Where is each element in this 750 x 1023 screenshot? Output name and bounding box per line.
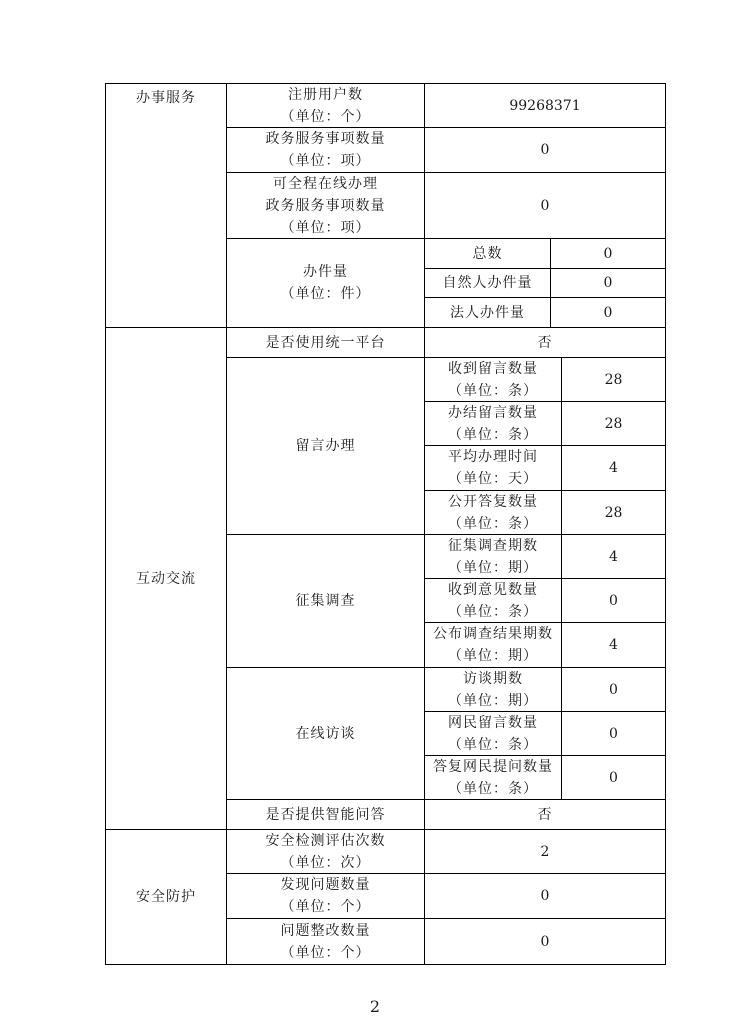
interview-periods-value: 0: [609, 681, 618, 698]
interview-messages-label: 网民留言数量 （单位：条）: [448, 714, 538, 753]
cases-legal-value: 0: [603, 304, 613, 321]
interview-messages-value: 0: [609, 725, 618, 742]
row-online-items-value: 0: [540, 197, 550, 214]
section-service-label: 办事服务: [136, 90, 196, 106]
section-interaction: [106, 328, 226, 829]
section-security: [106, 830, 226, 964]
messages-resolved-label: 办结留言数量 （单位：条）: [448, 404, 538, 443]
section-interaction-label: 互动交流: [136, 570, 196, 587]
interview-answers-label: 答复网民提问数量 （单位：条）: [433, 758, 553, 797]
interview-answers-value: 0: [609, 769, 618, 786]
row-unified-platform-value: 否: [537, 334, 553, 351]
cases-total-value: 0: [603, 245, 613, 262]
cases-natural-label: 自然人办件量: [442, 275, 533, 291]
row-issues-fixed-label: 问题整改数量 （单位：个）: [280, 922, 371, 961]
row-smart-qa-label: 是否提供智能问答: [265, 806, 386, 823]
messages-public-replies-value: 28: [604, 504, 623, 521]
row-cases-label: 办件量 （单位：件）: [280, 264, 371, 302]
cases-natural-value: 0: [603, 275, 613, 291]
interview-periods-label: 访谈期数 （单位：期）: [448, 670, 538, 709]
messages-received-label: 收到留言数量 （单位：条）: [448, 360, 538, 399]
row-registered-users-label: 注册用户数 （单位：个）: [280, 86, 371, 125]
messages-avg-time-label: 平均办理时间 （单位：天）: [448, 449, 538, 487]
cases-legal-label: 法人办件量: [450, 304, 525, 321]
survey-periods-value: 4: [609, 548, 618, 565]
section-service: [106, 84, 226, 327]
row-unified-platform-label: 是否使用统一平台: [265, 334, 386, 351]
page-number: 2: [369, 997, 381, 1016]
survey-opinions-value: 0: [609, 592, 618, 609]
survey-results-value: 4: [609, 637, 618, 653]
row-service-items-label: 政务服务事项数量 （单位：项）: [265, 131, 386, 169]
row-issues-found-label: 发现问题数量 （单位：个）: [280, 877, 371, 915]
row-evaluations-value: 2: [540, 843, 550, 860]
messages-public-replies-label: 公开答复数量 （单位：条）: [448, 493, 538, 532]
row-evaluations-label: 安全检测评估次数 （单位：次）: [265, 832, 386, 871]
survey-results-label: 公布调查结果期数 （单位：期）: [433, 626, 553, 664]
group-interview-label: 在线访谈: [295, 725, 356, 742]
section-security-label: 安全防护: [136, 889, 196, 905]
row-issues-fixed-value: 0: [540, 933, 550, 950]
messages-avg-time-value: 4: [609, 460, 618, 476]
group-survey-label: 征集调查: [295, 593, 356, 609]
row-service-items-value: 0: [540, 142, 550, 158]
survey-periods-label: 征集调查期数 （单位：期）: [448, 537, 538, 576]
messages-resolved-value: 28: [604, 415, 623, 432]
row-issues-found-value: 0: [540, 888, 550, 904]
group-messages-label: 留言办理: [295, 438, 356, 454]
row-registered-users-value: 99268371: [509, 97, 581, 114]
messages-received-value: 28: [604, 371, 623, 388]
row-smart-qa-value: 否: [537, 806, 553, 823]
cases-total-label: 总数: [472, 245, 503, 262]
row-online-items-label: 可全程在线办理 政务服务事项数量 （单位：项）: [265, 175, 386, 236]
survey-opinions-label: 收到意见数量 （单位：条）: [448, 581, 538, 620]
